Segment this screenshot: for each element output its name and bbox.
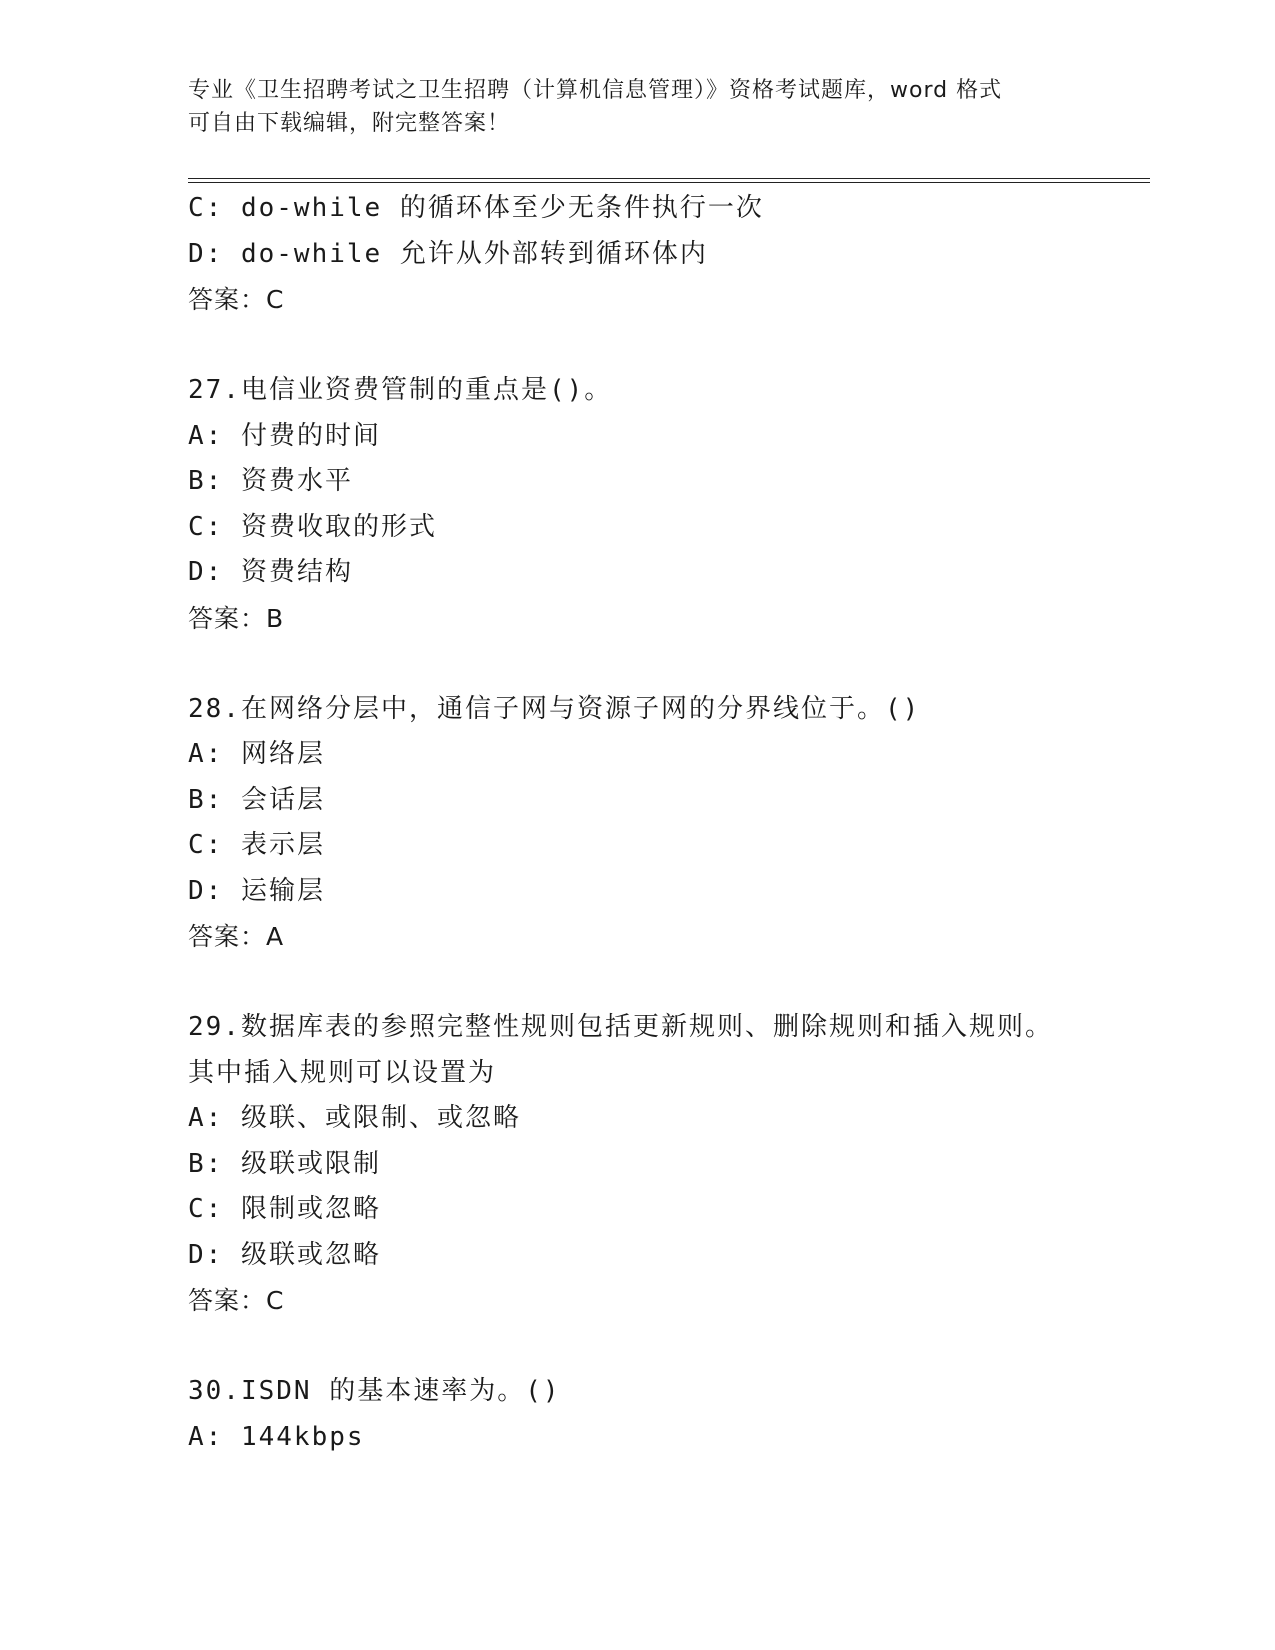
- question-27: [188, 368, 1088, 641]
- option-b: B: 资费水平: [188, 466, 353, 496]
- option-c: C: do-while 的循环体至少无条件执行一次: [188, 193, 764, 223]
- spacer: [188, 323, 1088, 369]
- question-stem: 27.电信业资费管制的重点是()。: [188, 375, 613, 405]
- header-divider: [188, 178, 1150, 183]
- answer: 答案：B: [188, 603, 285, 633]
- option-c: C: 资费收取的形式: [188, 511, 437, 542]
- option-b: B: 级联或限制: [188, 1148, 381, 1179]
- question-stem: 30.ISDN 的基本速率为。(): [188, 1376, 561, 1406]
- option-d: D: do-while 允许从外部转到循环体内: [188, 238, 708, 269]
- option-a: A: 付费的时间: [188, 420, 381, 451]
- question-30: [188, 1369, 1088, 1460]
- question-list: [188, 186, 1088, 1460]
- header-title-line1: 专业《卫生招聘考试之卫生招聘（计算机信息管理）》资格考试题库，word 格式: [188, 78, 1003, 103]
- spacer: [188, 960, 1088, 1006]
- spacer: [188, 641, 1088, 687]
- option-c: C: 限制或忽略: [188, 1194, 381, 1224]
- option-c: C: 表示层: [188, 830, 325, 860]
- answer: 答案：C: [188, 1286, 285, 1315]
- question-29: [188, 1005, 1088, 1324]
- question-26-continued: [188, 186, 1088, 323]
- question-stem-line2: 其中插入规则可以设置为: [188, 1057, 497, 1088]
- option-b: B: 会话层: [188, 784, 325, 815]
- option-d: D: 级联或忽略: [188, 1239, 381, 1270]
- question-stem: 28.在网络分层中，通信子网与资源子网的分界线位于。(): [188, 693, 921, 724]
- document-header: [188, 74, 1068, 140]
- option-d: D: 运输层: [188, 875, 325, 906]
- option-a: A: 级联、或限制、或忽略: [188, 1103, 521, 1133]
- option-a: A: 网络层: [188, 739, 325, 769]
- spacer: [188, 1324, 1088, 1370]
- option-d: D: 资费结构: [188, 557, 353, 587]
- question-stem-line1: 29.数据库表的参照完整性规则包括更新规则、删除规则和插入规则。: [188, 1012, 1053, 1042]
- answer: 答案：C: [188, 285, 285, 314]
- answer: 答案：A: [188, 922, 285, 951]
- header-title-line2: 可自由下载编辑，附完整答案！: [188, 111, 511, 136]
- question-28: [188, 687, 1088, 960]
- option-a: A: 144kbps: [188, 1421, 365, 1452]
